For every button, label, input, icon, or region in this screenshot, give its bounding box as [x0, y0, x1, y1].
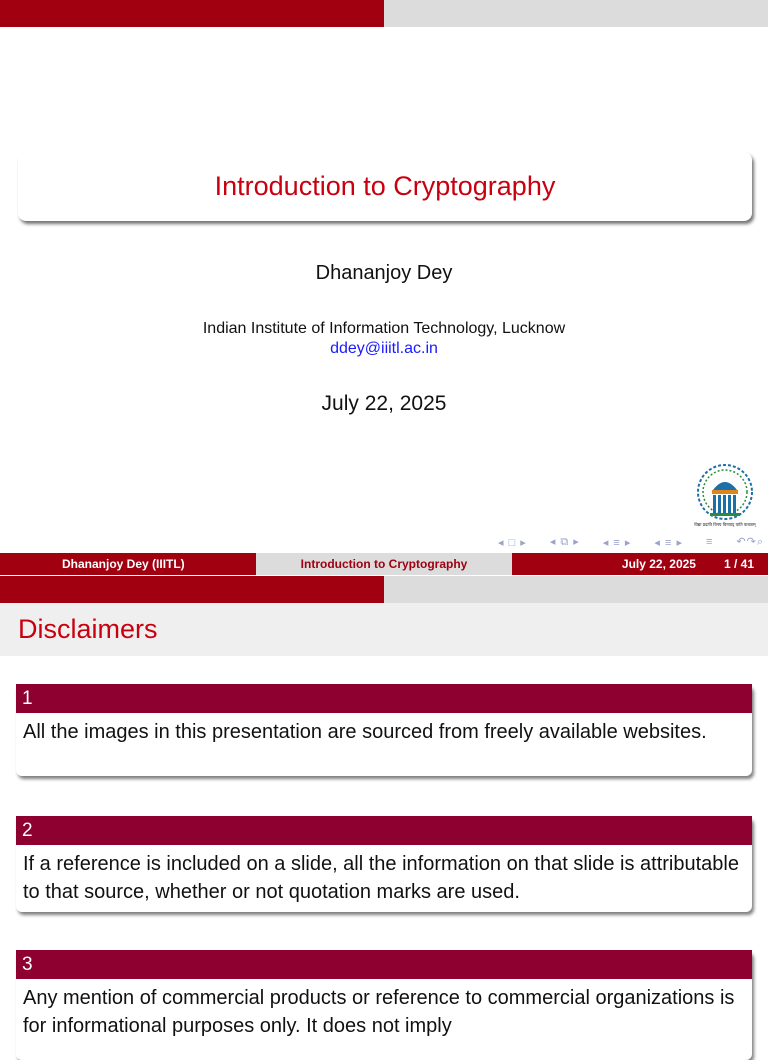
- beamer-navigation[interactable]: [498, 535, 764, 549]
- footer-date: July 22, 2025: [621, 557, 696, 571]
- block-number: 3: [16, 950, 752, 979]
- nav-slide-icon[interactable]: ◂ ≡ ▸: [654, 536, 683, 549]
- nav-subsection-icon[interactable]: ◂ ⧉ ▸: [549, 536, 580, 548]
- iiitl-logo: [686, 462, 764, 530]
- block-number: 1: [16, 684, 752, 713]
- block-text: All the images in this presentation are sourced from freely available websites.: [23, 721, 707, 743]
- footer-author: Dhananjoy Dey (IIITL): [0, 553, 256, 575]
- nav-menu-icon[interactable]: ≡: [705, 536, 714, 548]
- top-bar-accent: [0, 0, 384, 27]
- title-box: [18, 152, 752, 221]
- presentation-title: Introduction to Cryptography: [214, 171, 556, 201]
- footer-title: Introduction to Cryptography: [256, 553, 512, 575]
- nav-section-icon[interactable]: ◂ ≡ ▸: [602, 536, 632, 549]
- author-email-link[interactable]: ddey@iiitl.ac.in: [330, 340, 438, 357]
- top-bar-accent: [0, 576, 384, 603]
- top-bar: [0, 576, 768, 603]
- frame-title: Disclaimers: [18, 614, 158, 644]
- disclaimer-block: [16, 950, 752, 1060]
- footer-bar: [0, 553, 768, 575]
- institute-name: Indian Institute of Information Technology, Lucknow: [202, 320, 566, 337]
- logo-caption: विद्या प्रदाति विनय विनयाद् याति पात्रताम्: [694, 522, 756, 527]
- block-text: Any mention of commercial products or reference to commercial organizations is for informational purposes only. It does not imply: [23, 987, 735, 1037]
- block-text: If a reference is included on a slide, all the information on that slide is attributable to that source, whether or not quotation marks are used.: [23, 853, 739, 903]
- presentation-date: July 22, 2025: [321, 392, 447, 415]
- top-bar: [0, 0, 768, 27]
- author-name: Dhananjoy Dey: [315, 262, 453, 284]
- block-number: 2: [16, 816, 752, 845]
- footer-page-number: 1 / 41: [723, 557, 754, 571]
- frame-title-bar: [0, 603, 768, 656]
- nav-search-icon[interactable]: ↶↷⌕: [736, 536, 764, 548]
- footer-right: [512, 553, 768, 575]
- nav-frame-icon[interactable]: ◂ □ ▸: [498, 536, 527, 549]
- disclaimer-block: [16, 684, 752, 776]
- disclaimer-block: [16, 816, 752, 912]
- disclaimers-slide: [0, 576, 768, 1037]
